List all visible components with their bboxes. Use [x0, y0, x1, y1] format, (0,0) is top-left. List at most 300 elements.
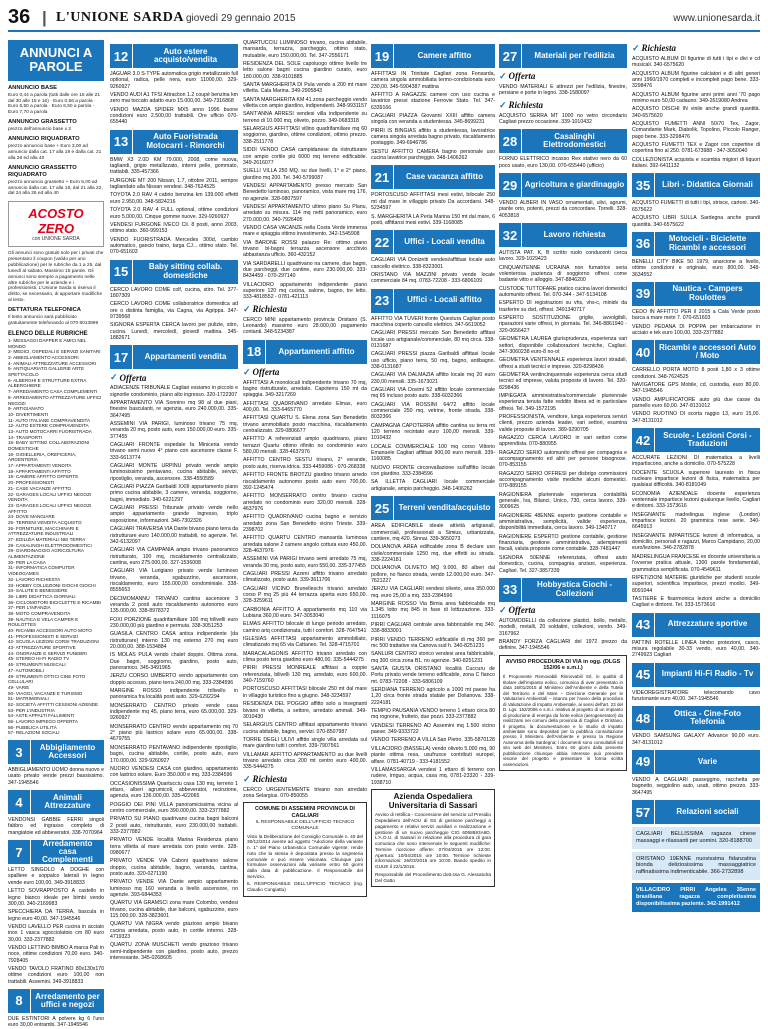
category-number: 33 — [499, 578, 521, 602]
ad-item: RESIDENZA DEL SOLE capoluogo ottimo livello tre letto salone bagni cucina giardino curato, euro 180.000,00. 338-9101885 — [243, 61, 367, 80]
acostozero-logo: ACOSTO ZERO — [28, 206, 84, 237]
category-header — [8, 989, 104, 1013]
ad-item: AFFITTASI QUADRIVANO arredato Elmas, euro 400,00. Tel. 333-6465770 — [243, 400, 367, 414]
rubrica-item: 8- ARREDAMENTO ATTREZZATURE UFFICI NEGOZI — [8, 394, 102, 406]
category-number: 7 — [8, 840, 30, 864]
azienda-title: Azienda Ospedaliera Universitaria di Sassari — [388, 791, 478, 810]
ad-item: ACQUISTO FUMETTI TEX e Zagor con copertine di copertina fino al 250. 0781-673988 - 347-3050040 — [632, 142, 760, 155]
arrow-icon: ✓ — [499, 604, 507, 615]
ad-list — [632, 200, 760, 227]
ad-item: SESTU AFFITTO CAMERA bagno personale uso cucina lavatrice parcheggio. 348-1406262 — [371, 148, 495, 162]
offerta-label — [499, 71, 627, 82]
offerta-text: Offerta — [252, 367, 280, 378]
rubrica-item: 13- AUTO MOTOCARRI FUORISTRADA — [8, 428, 92, 434]
ad-item: CAGLIARI PRESSI mercato San Benedetto affitasi locale uso artigianale/commerciale, 80 mq circa. 338-0131687 — [371, 330, 495, 349]
category-name: Animali Attrezzature — [31, 790, 104, 814]
ad-item: QUARTU VIA GRAMSCI zona mare Colombo, vendesi trivano, cucina abitabile, due balconi, sgabuzzino, euro 115.000,00. 328-3823601 — [110, 900, 238, 920]
free-ads-text: Gli annunci sono gratuiti solo per i privati che presentano il coupon (valido per uno pubblicazione) per le rubriche da 1 a 25, dal lunedì al sabato. Massimo 15 parole. Gli annunci sono sempre a pagamento nelle altre rubriche per le aziende e i professionisti. L'Unione Sarda si riserva il diritto, se necessario, di apportare modifiche al testo. — [8, 251, 104, 304]
ad-item: CERCO LAVORO COME colf, cucina, stiro. Tel. 377-1807309 — [110, 286, 238, 299]
category-name: Casalinghi Elettrodomestici — [522, 129, 627, 153]
ad-item: SELARGIUS AFFITTASI villino quadrifamiliare mq 60 soggiorno, giardino, ottime condizioni, ottimo prezzo. 338-2511778 — [243, 126, 367, 145]
category-header — [632, 750, 760, 774]
ad-item: CINQUANTENNE UCRAINA non fumatrice seria volenterosa pazienza di soggiorno offresi come badante vitto e alloggio. 347-8846200 — [499, 264, 627, 284]
category-header — [632, 706, 760, 730]
ad-item: CARBONIA AFFITTO A appartamento mq 110 via Lubiana 360,00 euro. 347-3053040 — [243, 606, 367, 620]
category-header — [499, 578, 627, 602]
ad-list — [371, 192, 495, 226]
ad-item: VENDO PEDANA DI POPPA per imbarcazione in acciaio e tek euro 100,00. 333-2377882 — [632, 323, 760, 336]
ad-item: VENDESI APPARTAMENTO ultimo piano Su Planu, arredato su misura. 114 mq netti panoramico, euro 270.000,00. 340-7926405 — [243, 203, 367, 223]
rubrica-item: 37- PER L'INFANZIA — [8, 605, 51, 611]
ad-item: AUTISTA PAT. K, B scritto ruolo conducenti cerca lavoro. 329-1029423 — [499, 250, 627, 263]
ad-item: PORTOSCUSO AFFITTASI mesi estivi, bilocale 250 mt dal mare in villaggio privato Da accordarsi. 348-5234597 — [371, 192, 495, 212]
ad-item: CAGLIARI TRAVERSA VIA Dante bivano piano terra da ristrutturare euro 140.000,00 trattabili, no agenzie. Tel. 342-6132097 — [110, 526, 238, 545]
ad-list — [632, 455, 760, 609]
ad-item: RAGIONIERA pluriennale esperienza contabilità generale, Iva, Bilanci, Unico, 730, cerca lavoro. 339-3009625 — [499, 491, 627, 511]
category-number: 40 — [632, 340, 654, 364]
richiesta-text: Richiesta — [641, 43, 677, 54]
ad-item: VIA SARDARELLI quadrivano na camere, due bagni, due parcheggi, due cantine, euro 230.000,00. 333-8434459 - 070-297140 — [243, 260, 367, 280]
rubrica-item: 30- PER LA CASA — [8, 559, 46, 565]
ad-item: FOXI PORZIONE quadrifamiliare 100 mq trilivelli euro 230.000,00 più giardino e permuta. 338-3051253 — [110, 616, 238, 629]
ad-item: GUASILA CENTRO CASA antica indipendente (da ristrutturare) interno 130 mq esterno 270 mq euro 20.000,00. 388-1534884 — [110, 631, 238, 650]
category-name: Ricambi e accessori Auto / Moto — [655, 340, 760, 364]
ad-item: CARRELLO PORTA MOTO 8 posti 1,80 x 3 ottime condizioni. 348-7624525 — [632, 367, 760, 380]
ad-item: TASTIERE E fisarmonica lezioni anche a domicilio Cagliari e dintorni. Tel. 333-1573616 — [632, 595, 760, 609]
category-header — [632, 232, 760, 256]
ad-list — [632, 733, 760, 746]
category-name: Varie — [655, 750, 760, 774]
richiesta-label — [243, 774, 367, 785]
category-header — [632, 282, 760, 306]
ad-item: TOYOTA 2.0 RAV 4 FULL optional, ottime condizioni euro 5.000,00. Cinque gomme nuove. 329-9260927 — [110, 207, 238, 220]
ad-item: VENDESI TERRENO AD Assemini mq 1.500 vicino paese. 349-9333722 — [371, 722, 495, 736]
ad-item: VENDO AUDI A1 TFSI Attraction 1.2 coupé benzina km zero mai toccato adatto euro 15.000,00. 349-7316868 — [110, 92, 238, 105]
rubrica-item: 52- SOCIETÀ AFFITTI CESSIONI AZIENDE — [8, 701, 99, 707]
ad-item: PIRRI CAGLIARI centrale area fabbricabile mq 340. 338-8833001 — [371, 621, 495, 635]
ad-list — [8, 867, 104, 985]
ad-item: DOLIANOVA AREA edificabile zona B declare uso civile/commerciale 1250 mq, due effetti su strada. 338-2224181 — [371, 544, 495, 563]
ad-list — [110, 157, 238, 256]
notice-title: COMUNE DI ASSEMINI PROVINCIA DI CAGLIARI — [255, 806, 355, 820]
ad-item: SUELLI VILLA 250 MQ. su due livelli, 1° e 2° piano, giardino mq 200. Tel. 340-5799087 — [243, 168, 367, 181]
ad-item: AFFITTO CENTRO SESTU trivano, 2° verande, posto auto, riserva idrica. 333-4459086 - 070-268338 — [243, 457, 367, 470]
grassetto-riquadrato-text: prezzo annuncio grassetto + Euro 5,00 ad annuncio dalla cat. 17 alla 19, dal 21 alla 22, dal 24 alla 26 ed alla 40 — [8, 179, 103, 197]
rubrica-item: 11- AUTO ITALIANE COMPRAVENDITA — [8, 417, 91, 423]
ad-list — [371, 71, 495, 161]
richiesta-label — [499, 100, 627, 111]
ad-item: PRIVATO VENDE VIA Dante ampio appartamento luminoso mq 160 veranda a livello ascensore, no agenzie. 393-6844353 — [110, 879, 238, 899]
rubrica-item: 39- NAUTICA E VELA CAMPER E ROULOTTES — [8, 616, 79, 628]
rubrica-item: 36- CICLOMOTORI BICICLETTE E RICAMBI — [8, 599, 101, 605]
ad-item: TOYOTA 2.0 RAV 4 cabrio benzina km 139.000 effetti euro 2.950,00. 348-5824216 — [110, 192, 238, 205]
category-name: Nautica - Campers Roulottes — [655, 282, 760, 306]
ad-item: LETTO SINGOLO A DOGHE con spalliere e soppalco laterali in legno vende euro 100,00. 349-3918833 — [8, 867, 104, 886]
ad-item: FURGONE MT 200 Nissan, 1.7, ottobre 2011, sempre tagliandato alla Nissan vendesi. 348-7624525 — [110, 177, 238, 191]
ad-item: SANT'ANNA ARRESI vendesi villa indipendente su terreno di 10.000 mq, oliveto, pozzo. 349-0683318 — [243, 111, 367, 124]
ad-item: VENDO TAVOLO FRATINO 80x130x170 ottime condizioni euro 100,00 non trattabili. Assemini. 349-3918833 — [8, 965, 104, 985]
column-4 — [371, 40, 495, 988]
rubrica-item: 19- CAMERE AFFITTO OFFERTE — [8, 474, 79, 480]
category-number: 36 — [632, 232, 654, 256]
category-name: Ottica - Cine-Foto Telefonia — [655, 706, 760, 730]
ad-item: IGLESIAS AFFITTASI appartamento ammobiliato, climatizzato mq 65 via Cattaneo. Tel. 328-4715701 — [243, 636, 367, 649]
ad-item: ACQUISTO SERRA MT 1000 no vetro circondario Cagliari prezzo occasione. 339-1010432 — [499, 112, 627, 125]
ad-item: DOLIANOVA OLIVETO MQ 9.000, 80 alberi dal pollore, no fianco strada, vendo 12.000,00 euro. 347-7621227 — [371, 565, 495, 584]
category-name: Auto Fuoristrada Motocarri - Rimorchi — [133, 130, 238, 154]
ad-item: ACQUISTO DISCHI IN vinile anche grandi quantità. 340-6575620 — [632, 106, 760, 119]
rubrica-item: 54- ASTE APPALTI FALLIMENTI — [8, 713, 75, 719]
ad-item: ORISTANO VIA MAZZINI privato vende locale commerciale 84 mq. 0783-72208 - 333-6806109 — [371, 271, 495, 285]
ad-item: SIGNORA ESPERTA CERCA lavoro per pulizie, stiro, cucina. Lunedì, mercoledì, giovedì mattina. 345-1882671 — [110, 322, 238, 341]
dettatura-title: DETTATURA TELEFONICA — [8, 306, 81, 313]
ad-list — [499, 250, 627, 574]
ad-item: VENDO FUORISTRADA Mercedes 300d, cambio automatico, gancio traino, targa CJ... ottimo stato. Tel. 070-651603 — [110, 236, 238, 256]
rubrica-item: 12- AUTO ESTERE COMPRAVENDITA — [8, 423, 89, 429]
category-header — [499, 129, 627, 153]
richiesta-text: Richiesta — [252, 774, 288, 785]
category-header — [371, 44, 495, 68]
category-number: 27 — [499, 44, 521, 68]
category-number: 35 — [632, 173, 654, 197]
rubrica-item: 45- STEREO HI-FI RADIO TV — [8, 656, 70, 662]
ad-item: TORRE DEGLI ULIVI affitto single villa arredata sul mare giardino tutti i comfort. 339-7907561 — [243, 736, 367, 750]
rubrica-item: 32- LAVORO RICHIESTA — [8, 576, 61, 582]
rubrica-item: 17- APPARTAMENTI VENDITA — [8, 463, 72, 469]
newspaper-name: L'UNIONE SARDA — [56, 10, 184, 25]
rubrica-item: 51- MATRIMONIALI — [8, 696, 49, 702]
offerta-text: Offerta — [119, 372, 147, 383]
ad-item: ABBIGLIAMENTO UOMO donna nuovo e usato privato vende prezzi bassissimo. 347-1945546 — [8, 767, 104, 786]
ad-item: ASSEMINI VIA PARIGI, luminoso trivano 75 mq, veranda 20 mq, posto auto, euro 150.000,00 euro. 335-377455 — [110, 421, 238, 440]
rubrica-item: 2- MEDICI, OSPEDALI E SERVIZI SANITARI — [8, 349, 101, 355]
rubrica-item: 5- ANTIQUARIATO GALLERIE ARTE SPETTACOLO — [8, 366, 85, 378]
category-number: 43 — [632, 613, 654, 637]
ad-item: AFFITTASI A monolocali indipendente trivano 70 mq, bagno ristrutturato, arredato. Capoterra 150 mt da spiaggia. 349-3217269 — [243, 379, 367, 399]
category-name: Impianti Hi-Fi Radio - Tv — [655, 663, 760, 687]
category-name: Motocicli - Biciclette Ricambi e accessori — [655, 232, 760, 256]
category-name: Arredamento casa Complementi — [31, 840, 104, 864]
category-header — [371, 289, 495, 313]
ad-item: CUSTODE TUTTOFARE pratico cucina lavori domestici automunito offresi. Tel. 070-344 - 347-5134108 — [499, 285, 627, 299]
ad-item: VENDO AMPLIFICATORE auto più due casse da parnello euro 60,00. 347-8131012 — [632, 396, 760, 409]
ad-list — [110, 71, 238, 126]
ad-item: CAGLIARI VICINO Brunelleschi trivano arredato corso P mq 25 più 44 terrazza aperta euro 650,00. 328-3259611 — [243, 585, 367, 605]
ad-list — [632, 690, 760, 703]
ad-item: AFFITTO QUARTU CENTRO mansarda luminosa arredata salone 2 camere angolo cottura euro 450,00. 328-4637976 — [243, 535, 368, 554]
category-header — [8, 740, 104, 764]
rubrica-item: 49- VARIE — [8, 684, 30, 690]
rubrica-item: 6- ALBERGHI E STRUTTURE EXTRA ALBERGHIERE — [8, 377, 87, 389]
arrow-icon: ✓ — [243, 773, 251, 784]
category-name: Agricoltura e giardinaggio — [522, 173, 627, 197]
ad-item: ACQUISTO ALBUM figurine calciatori e di altri generi anni 1960/1970 completi e incompleti pago bene. 333-3298476 — [632, 70, 760, 90]
category-number: 21 — [371, 165, 393, 189]
category-number: 29 — [499, 173, 521, 197]
rubrica-item: 24- DOVE MANGIARE — [8, 514, 55, 520]
ad-item: RAGIONIERE ESPERTO gestione contabile, gestione finanziaria, gestione amministrativa, adempimenti fiscali, valuta proposte come contabile. 328-7481447 — [499, 533, 627, 553]
ad-item: RESIDENZA DEL POGGIO affitto solo a insegnanti bivano in villetta, a settore, arredato ammali. 349-3010430 — [243, 701, 367, 720]
arrow-icon: ✓ — [243, 366, 251, 377]
annunci-banner — [8, 40, 104, 81]
ad-item: ADIACENZE TRIBUNALE Cagliari essiamo in piccolo e signorile condominio, piano alto ingresso. 320-1722307 — [110, 385, 238, 398]
category-name: Appartamenti vendita — [133, 345, 238, 369]
richiesta-label — [243, 304, 367, 315]
rubrica-item: 40- RICAMBI ACCESSORI AUTO MOTO — [8, 628, 92, 633]
ad-item: FORNO ELETTRICO incasso Rex stativo nero da 60 poco usato, euro 130,00. 070-655440 (ufficio) — [499, 156, 627, 169]
ad-list — [371, 523, 495, 786]
category-header — [499, 44, 627, 68]
category-number: 8 — [8, 989, 30, 1013]
category-number: 42 — [632, 428, 654, 452]
ad-item: INSEGNANTE madrelingua inglese (London) impartisce lezioni. 20 grammica rese serie. 340-6645913 — [632, 511, 760, 531]
ad-item: ELMAS AFFITTO bilocale di lungo periodo arredato, camino ariq condizionata, tutti i comfort. 328-7647541 — [243, 621, 367, 634]
page-header — [8, 6, 760, 32]
rubrica-item: 38- MOTO COMPRAVENDITA — [8, 610, 71, 616]
ad-item: AREA EDIFICABILE ideale attività artigianali, commerciali, professionali a Simius, urbanizzata, cantiere, mq 420. Sinnai. 339-3650273 — [371, 523, 495, 542]
ad-item: SPECCHIERA DA TERRA, bascula in legno euro 40,00. 347-1945546 — [8, 909, 104, 922]
ad-item: ACQUISTO ALBUM figurine anni primi anni '70 pago minimo euro 50,00 cadauno. 349-2619080 Andrea — [632, 91, 760, 105]
arrow-icon: ✓ — [243, 303, 251, 314]
category-header — [8, 790, 104, 814]
riquadrato-text: prezzo annuncio base + Euro 3,00 ad annuncio dalla cat. 17 alla 19 e dalla cat. 21 alla 26 ed alla 40 — [8, 144, 102, 161]
ad-item: INSEGNANTE IMPARTISCE lezioni di informatica, a domicilio, personali e ragazzi, Marco Campidano, 20,00 euro/lezione. 346-2782878 — [632, 532, 760, 552]
grassetto-riquadrato-title: ANNUNCIO GRASSETTO RIQUADRATO — [8, 164, 77, 178]
grassetto-title: ANNUNCIO GRASSETTO — [8, 119, 77, 126]
rubrica-item: 29- GIARDINAGGIO AGRICOLTURA ALIMENTAZIONE — [8, 548, 84, 560]
ad-item: ASSEMINI VIA PARIGI trivano semi arredato 75 mq, veranda 30 mq, posto auto, euro 550,00. 335-377455 — [243, 556, 367, 569]
base-text: Euro 0,44 a parola (tutti dalle ore 16 alle 21 dal 30 alle 15 e 16) · Euro 0,56 a parola · Euro 5,50 a parola · Euro 6,50 a parola · Euro 7,70 a parola — [8, 92, 101, 116]
ad-item: LOCALE COMMERCIALE 100 mq corso Vittorio Emanuele Cagliari affittasi 900,00 euro mensili. 339-1160085 — [371, 443, 495, 463]
ad-item: CAMPAGNA CAPOTERRA affitto cantina su terra mt 120 terreno recintato euro 100,00 mensili. 339-1010432 — [371, 422, 495, 442]
ad-item: CERCO URGENTEMENTE trivano non arredato zona Selargius. 070-850055 — [243, 786, 367, 799]
offerta-text: Offerta — [508, 605, 536, 616]
ad-list — [632, 56, 760, 170]
ad-item: VENDESI FURGONE IVECO Cil. 8 posti, anno 2003, ottimo stato. 360-999153 — [110, 221, 238, 235]
ad-item: COLLEZIONISTA acquista e scambia migiori di liquori italiani. 392-6411132 — [632, 156, 760, 170]
offerta-label — [110, 372, 238, 383]
category-name: Terreni vendita/acquisto — [394, 496, 495, 520]
website-link[interactable]: www.unionesarda.it — [673, 13, 760, 24]
ad-item: VIDEOREGISTRATORE telecomando cavo funzionante euro 40,00. 347-1945546 — [632, 689, 760, 702]
ad-item: VIA BARONE ROSSI palazzo Re: ottimo piano trivano bi-bagni terrazza ascensore arcchivio abbastanza ufficio. 360-432152 — [243, 239, 367, 259]
category-number: 39 — [632, 282, 654, 306]
category-header — [371, 230, 495, 254]
page-number: 36 — [8, 6, 31, 28]
ad-item: SELARGIUS CENTRO affittasi appartamento trivano cucina abitabile, bagno, servizi. 070-8507987 — [243, 722, 367, 735]
category-header — [110, 130, 238, 154]
rubrica-item: 4- ANIMALI ATTREZZATURE ACCESSORI — [8, 360, 97, 366]
ad-item: ESPERTO SOSTITUZIONE griglie, avvolgibili, riparazioni varie offresi, in giornata. Tel. 346-8861940 - 320-0656427 — [499, 315, 627, 334]
category-name: Materiali per l'edilizia — [522, 44, 627, 68]
ad-list — [371, 257, 495, 284]
ad-item: CAGLIARI VIA Dovimi 52 affitto locale commerciale mq 65 incluso posto auto. 338-6032366 — [371, 387, 495, 400]
ad-item: CAGLIARI VIA Lurigiano privato vende luminoso trivano, veranda, sgabuzzino, ascensore, riscaldamento, euro 155.000,00 condominiale. 338-8555653 — [110, 568, 238, 594]
category-number: 19 — [371, 44, 393, 68]
arrow-icon: ✓ — [632, 43, 640, 53]
ad-item: VILLAMAR AFFITTO APPARTAMENTO su due livelli trivano arredato circa 200 mt centro euro 400,00. 335-5444275 — [243, 751, 367, 771]
category-number: 3 — [8, 740, 30, 764]
rubrica-item: 34- SALUTE E BENESSERE — [8, 588, 68, 594]
azienda-sign: Responsabile del Procedimento dott.ssa G. Alessandra Del Gatto — [375, 871, 491, 883]
ad-item: AFFITTASI IN Trinitate Cagliari zona Fonsarda, camera singola ammobiliata termo-condizionata euro 230,00. 345-5904387 mattina — [371, 71, 495, 90]
rubrica-item: 57- RELAZIONI SOCIALI — [8, 730, 60, 736]
category-number: 18 — [243, 340, 265, 364]
header-separator: | — [42, 8, 47, 27]
ad-item: CAGLIARI VIA Donizetti vendesi/affittasi locale auto cancello elettrico. 338-8323001 — [371, 257, 495, 270]
category-name: Lavoro richiesta — [522, 223, 627, 247]
ad-list — [632, 259, 760, 278]
ad-item: PATTINI ROTELLE LINEA bimbo protezioni, casco, misura regolabile 30-33 vendo, euro 40,00. 340-2749923 Cagliari — [632, 639, 760, 659]
ad-item: ORISTANO 19ENNE nuovissima fidanzatina bionda deliziosissima massaggiatrice raffinatissima indimenticabile. 366-2732898 — [632, 852, 760, 880]
ad-item: MARGINE ROSSO indipendente trilivello in panoramica fra località posti auto. 329-6292294 — [110, 688, 238, 701]
rubrica-item: 3- ABBIGLIAMENTO ACCESSORI — [8, 355, 79, 360]
ad-item: ACQUISTO ALBUM DI figurine di tutti i tipi e divi e cd musicali. 340-6575620 — [632, 55, 760, 69]
ad-item: VILLACIDRO (BASSELA) vendo oliveto 5.000 mq, 90 piante ottima resa, usufrusce contributi europei, affare. 0781-40719 - 333-4181552 — [371, 745, 495, 765]
column-2 — [110, 40, 238, 988]
ad-item: VILLACIDRO PIRRI Angeles 35enne brasiliana ragazza completissima disponibilissima paziente. 342-1991412 — [632, 883, 760, 911]
column-5 — [499, 40, 627, 988]
ad-item: VENDO TERRENO A VILLA San Pietro. 335-5870128 — [371, 737, 495, 744]
rubrica-item: 26- FORNITURE, MACCHINARI E ATTREZZATURE INDUSTRIALI — [8, 525, 79, 537]
category-name: Hobbystica Giochi - Collezioni — [522, 578, 627, 602]
category-header — [110, 345, 238, 369]
ad-item: PIRRI PRESSI MONREALE affittasi a coppie referenziata, bilivelli 130 mq, arredato, euro 600,00. 340-7159760 — [243, 665, 367, 685]
category-header — [371, 165, 495, 189]
ad-item: POGGIO DEI PINI VILLA panoramicissima vicina al centro commerciale, euro 390.000,00. 333-2377882 — [110, 801, 238, 814]
ad-item: VENDO A CAGLIARI passeggino, racchetta per bagnetto, seggiolino auto, usati, ottimo prezzo. 333-3647495 — [632, 776, 760, 796]
ad-item: VENDO ALBERI IN VASO ornamentali, ulivi, agrumi, piante orto, potenti, prezzi da concordare. Torrelli. 328-4053818 — [499, 200, 627, 219]
ad-item: BRANDY FORZA CAGLIARI del 1972 prezzo da definire. 347-1945546 — [499, 638, 627, 652]
rubriche-title: ELENCO DELLE RUBRICHE — [8, 330, 88, 337]
category-header — [632, 663, 760, 687]
ad-item: LETTO SOVRAPPOSTO A castello in legno bianco ideale per bimbi vendo 300,00. 340-2169983 — [8, 888, 104, 907]
ad-item: IMPIEGATA amministrativa/commerciale pluriennale esperienza tenuta fatte reddito libera ed in particolare offresi. Tel. 349-1572195 — [499, 392, 627, 412]
grassetto-text: prezzo dell'annuncio base x 2 — [8, 127, 72, 133]
ad-item: PROFESSIONISTA, vendtore, lunga esperienza servizi clienti, prezzo azienda leader, vari settori, esamina valide proposte di lavoro. 389-9290705 — [499, 413, 627, 433]
ad-list — [499, 200, 627, 219]
ad-item: MONSERRATO PENTAVANO indipendente ripostiglio, bagni, cucina abitabile, cortile, posto auto, euro 170.000,00. 329-9260927 — [110, 744, 238, 764]
ad-item: CAGLIARI VIA ROSSINI 64/72 affitto locale commerciale 250 mq, vetrine, fronte strada. 338-8032366 — [371, 401, 495, 421]
ad-item: QUARTU ZONA MUSCHETI vendo grazioso trivano semi-indipendente con giardino, posto auto, prezzo interessante. 345-0268605 — [110, 942, 238, 962]
ad-item: VENDO CASA VACANZE nella Costa Verde immersa mare e spiaggia ottimo investimento. 342-1545908 — [243, 224, 367, 238]
ad-item: JERZU VIA CAGLIARI vendesi oliveto, area 350.000 mq. euro 25,00 a mq. 333-2384596 — [371, 586, 495, 599]
ad-item: AFFITTO A referenziati ampio quadrivano, piano terrazzi Quartu ottimo rifinito no condominio euro 580,00 mensili. 328-4637976 — [243, 436, 367, 456]
ad-item: MARGINE ROSSO Via Bimia area fabbricabile mq 1.345 lotto mq 845 in fase di lottizzazione. 333-1116075 — [371, 600, 495, 620]
ad-list — [243, 380, 367, 771]
category-header — [371, 496, 495, 520]
acostozero-logo-box — [8, 201, 104, 247]
rubrica-item: 46- STRUMENTI MUSICALI — [8, 662, 66, 668]
category-header — [110, 260, 238, 284]
rubrica-item: 9- ARTIGIANATO — [8, 406, 44, 412]
rubrica-item: 28- CASALINGHI ELETTRODOMESTICI — [8, 542, 92, 548]
ad-item: RAGIONIERE 48ENNE esperto gestione contabile e amministrativa, semplicità, valide esperienza, disponibilità immediata, cerca lavoro. 349-1340717 — [499, 512, 627, 532]
avviso-text: Il Proponente Rinnovabili Rinnovabili Srl, in qualità di titolare dell'impianto eolico, comunica di aver presentato in data 16/01/2015 al Ministero dell'Ambiente e della Tutela del Territorio e del Mare – Direzione Generale per le Valutazioni Ambientali – istanza per l'avvio della procedura di Valutazione di Impatto Ambientale, ai sensi dell'art. 23 del D. Lgs. 152/2006 e s.m.i. relativa al progetto di un impianto di produzione di energia da fonte eolica (aerogeneratori) da realizzarsi nei comuni della provincia di Cagliari e Oristano. Il progetto, la documentazione e lo studio di impatto ambientale sono depositati per la pubblica consultazione presso il Ministero dell'Ambiente e presso la Regione Autonoma della Sardegna; i documenti sono consultabili sul sito web del Ministero. Entro 60 giorni dalla presente pubblicazione chiunque abbia interesse può prendere visione del progetto e presentare in forma scritta osservazioni. — [503, 674, 623, 767]
ad-item: VILLAMASSARGIA vendesi 1 ettaro di terreno con rudere, irriguo, acqua, casa mq. 0781-23320 - 339-1938710 — [371, 766, 495, 786]
ad-item: GEOMETRA ventincinquennale esperienza cerca studi tecnici ed imprese, valuta proposte di lavoro. Tel. 320-8298436 — [499, 371, 627, 391]
rubrica-item: 27- EDILIZIA MATERIALI NEI TERRA — [8, 537, 86, 542]
ad-item: PIRRI IS BINGIAS affitto a studentessa, lavoratrice camera singola arredata bagno privato, riscaldamento postaggio. 349-6946786 — [371, 127, 495, 147]
ad-item: NUOVO FRONTE circonvallazione sull'affitto locale con giardino. 333-2384596 — [371, 464, 495, 478]
ad-item: VENDO MATERIALI E attrezzi per l'edilizia, finestre, persiane e porte in legno. 338-1580097 — [499, 83, 627, 97]
issue-date: giovedì 29 gennaio 2015 — [186, 13, 296, 24]
notice-text: Visto la Deliberazione del Consiglio Comunale n. 40 del 30/12/2014 avente ad oggetto "Adozione della variante n. 1" del Piano Urbanistico Comunale vigente; rende noto che la stessa è depositata presso la segreteria comunale e può essere visionata. Chiunque può formulare osservazioni alla variante entro 60 giorni dalla data di pubblicazione. Il Responsabile del Servizio. — [247, 833, 363, 879]
ad-item: CAGLIARI MONTE URPINU privato vende ampio luminosissimo pentavano, cucina abitabile, servizi, ripostiglio, veranda, ascensore. 338-4550589 — [110, 463, 238, 482]
rubrica-item: 21- CASE VACANZE AFFITTO — [8, 485, 72, 491]
rubrica-item: 14- TRASPORTI — [8, 434, 43, 440]
rubrica-item: 44- ONORANZE E SERVIZI FUNEBRI — [8, 650, 87, 656]
ad-item: DECIMOMANNU TRIVANO cantina ascensore 3 veranda 2 posti auto riscaldamento autonomo euro 135.000,00. 338-8978372 — [110, 595, 238, 615]
ad-item: CAGLIARI FRONTE ospedale fa Miniceria vendo trivano semi nuovo 4° piano con ascensore classe F. 333-6613774 — [110, 442, 238, 461]
ad-item: JAGUAR 3.0 S-TYPE automatica grigio metallizzato full optional, radica, pelle nera, euro 11000,00. 329-9260927 — [110, 71, 238, 90]
ad-item: OCCASIONISSIMA Quartucciu casa 130 mq, terreno 1 ettaro, alberi agrumicoli, abbeveratoi, recinzione, agenzia, euro 136.000,00. 335-422065 — [110, 780, 238, 800]
category-number: 57 — [632, 800, 654, 824]
ad-item: CAGLIARI PRESSI piazza Garibaldi affittasi locale uso ufficio, piano terra, 50 mq, bagno, antibagno. 338-0131687 — [371, 351, 495, 370]
rubrica-item: 33- HOBBY COLLEZIONI GIOCHI GIOCHI — [8, 582, 96, 588]
ad-item: NUORO VENDESI CASA con giardino, appartamento con lastrico solare. Euro 350.000 e mq. 333-2384596 — [110, 765, 238, 779]
ad-item: CAGLIARI PIAZZA Garibaldi XXIII appartamento piano primo cucina abitabile, 3 camere, veranda, soggiorno, bagni, immediato. 340-6221297 — [110, 484, 238, 503]
azienda-text: Avviso di rettifica - Concessione del servizio cd Presidio Ospedaliero dell'AOU di SS di gestione parcheggi a pagamento e relativi servizi ausiliari e realizzazione e gestione di un nuovo parcheggio CIG 6058693A6D. L'A.O.U. di Sassari in relazione alla procedura di gara comunica che sono intervenute le seguenti modifiche: Termine ricezione offerte: 07/04/2015 ore 12:00. Apertura: 10/04/2015 ore 10:00. Termine richieste informazioni: 26/03/2015 ore 10:00. Bando spedito in GUUE il 22/1/2015. — [375, 812, 491, 870]
category-header — [499, 223, 627, 247]
notice-subtitle: IL RESPONSABILE DELL'UFFICIO TECNICO COMUNALE — [255, 819, 355, 831]
ad-item: CAGLIARI PIAZZA Giovanni XXIII affitto camera singola con veranda a studentessa. 345-8699231 — [371, 113, 495, 126]
ad-item: MADRELINGUA FRANCESE ex docente universitaria a l'ovverse pratica attuale, 1300 parole fondamentali, grammatica semplificata. 070-4549611 — [632, 553, 761, 573]
avviso-via-notice — [499, 655, 627, 772]
comune-notice — [243, 802, 367, 897]
category-header — [499, 173, 627, 197]
category-number: 25 — [371, 496, 393, 520]
azienda-ospedaliera-notice — [371, 789, 495, 887]
ad-item: VENDO MAZDA SPIDER MX5 anno 1996 buone condizioni euro 2.500,00 trattabili. Ore ufficio 070-655440 — [110, 106, 238, 126]
category-name: Appartamenti affitto — [266, 340, 367, 364]
ad-item: CAGLIARI VIA DALMAZIA affitto locale mq 20 euro 230,00 mensili. 335-1673021 — [371, 372, 495, 385]
category-header — [632, 613, 760, 637]
category-header — [632, 800, 760, 824]
ad-item: SANTA MARGHERITA DI Pula vendo a 200 mt mare villetta. Cala Marina. 349-2905843 — [243, 82, 367, 95]
category-name: Scuole - Lezioni Corsi - Traduzioni — [655, 428, 760, 452]
arrow-icon: ✓ — [110, 372, 118, 383]
rubrica-item: 50- VIAGGI, VACANZE E TURISMO — [8, 690, 83, 696]
ad-item: CAGLIARI PRESSI Azzeni affitto trivano arredato climatizzato, posto auto. 339-3611706 — [243, 570, 367, 584]
ad-list — [632, 309, 760, 336]
category-number: 48 — [632, 706, 654, 730]
ad-item: ECONOMIA AZIENDALE docente esperienza ventennale impartisce lezioni qualunque livello, Cagliari e dintorni. 333-1573616 — [632, 490, 760, 510]
category-name: Uffici - Locali affitto — [394, 289, 495, 313]
ad-item: DUE ESTINTORI A polvere kg 6 l'uno euro 30,00 entrambi. 347-1945546 — [8, 1015, 104, 1029]
category-number: 12 — [110, 44, 132, 68]
ad-item: S. MARGHERITA LA Perla Marina 150 mt dal mare, 6 posti, affittansi mesi estivi. 339-1168085 — [371, 213, 495, 226]
rubrica-item: 23- GARAGES LOCALI UFFICI NEGOZI AFFITTO — [8, 502, 92, 514]
ad-list — [499, 84, 627, 97]
category-header — [632, 173, 760, 197]
ad-list — [632, 777, 760, 796]
category-name: Camere affitto — [394, 44, 495, 68]
category-name: Case vacanza affitto — [394, 165, 495, 189]
dettatura-text: Il testo annuncio sarà pubblicato gratuitamente telefonando al 070 6013999 — [8, 314, 99, 326]
rubrica-item: 42- SCUOLA LEZIONI CORSI TRADUZIONI — [8, 639, 99, 645]
offerta-label — [499, 605, 627, 616]
ad-item: CERCO LAVORO COME collaboratrice domestica ad ore o distinta famiglia, via Cagna, via Agrippa. 347-9739568 — [110, 301, 238, 320]
ad-item: APPARTAMENTO VIA Sonnino mq 98 al due piani, finestre basculanti, re agenzia, euro 240.000,00. 335-3647495 — [110, 399, 238, 419]
category-number: 22 — [371, 230, 393, 254]
ad-item: SIDDI VENDO CASA campidanese da ristrutturare con ampio cortile più 6000 mq terreno edificabile. 349-2616077 — [243, 147, 367, 166]
ad-item: PIRRI VENDO TERRENO edificabile di mq 360 per mc 500 trattative via Canova sud h. 340-8251231 — [371, 636, 495, 649]
ad-item: RAGAZZO SERIO OFFRESI per disbrigo commissioni accompagnamento visite mediche alcuni domestici. 070-889155 — [499, 470, 627, 490]
ad-list — [632, 640, 760, 659]
rubrica-item: 56- PUBBLICA UTILITÀ — [8, 724, 57, 730]
ad-list — [499, 618, 627, 652]
